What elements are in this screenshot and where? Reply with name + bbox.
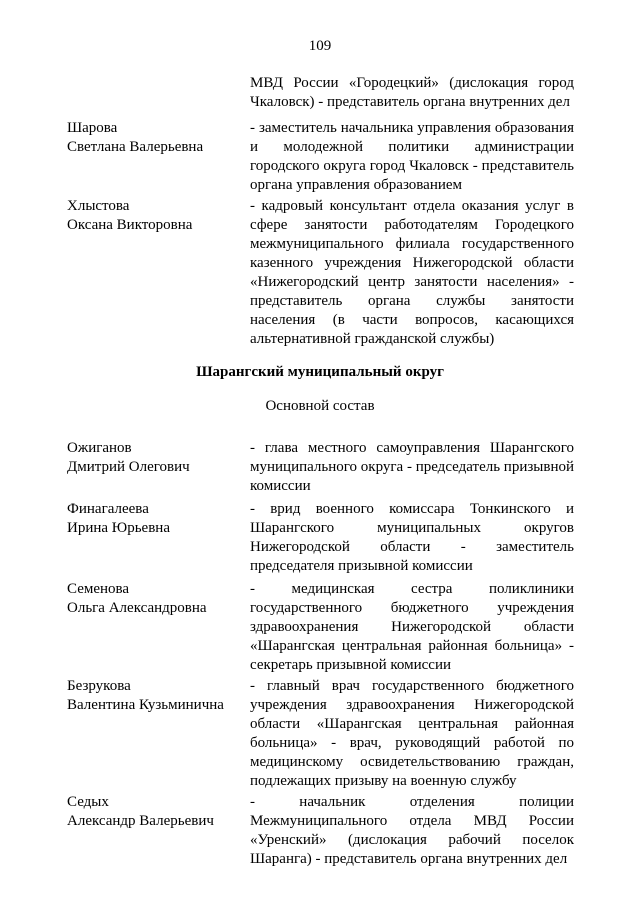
member-given-name: Светлана Валерьевна (67, 139, 204, 155)
member-name (67, 793, 247, 831)
member-given-name: Ольга Александровна (67, 600, 207, 616)
member-given-name: Александр Валерьевич (67, 813, 214, 829)
member-position: - главный врач государственного бюджетного учреждения здравоохранения Нижегородской области «Шарангская центральная районная больница» - врач, руководящий работой по медицинскому освидетельствованию граждан, подлежащих призыву на военную службу (250, 678, 574, 789)
section-title: Шарангский муниципальный округ (196, 364, 444, 380)
member-name (67, 119, 247, 157)
member-given-name: Оксана Викторовна (67, 217, 193, 233)
member-surname: Седых (67, 794, 109, 810)
member-surname: Шарова (67, 120, 118, 136)
member-position: - кадровый консультант отдела оказания услуг в сфере занятости работодателям Городецкого межмуниципального филиала государственного казенного учреждения Нижегородской области «Нижегородский центр занятости населения» - представитель органа службы занятости населения (в части вопросов, касающихся альтернативной гражданской службы) (250, 198, 574, 347)
member-surname: Семенова (67, 581, 130, 597)
member-position: - начальник отделения полиции Межмуниципального отдела МВД России «Уренский» (дислокация рабочий поселок Шаранга) - представитель органа внутренних дел (250, 794, 574, 867)
member-given-name: Валентина Кузьминична (67, 697, 224, 713)
subsection-title: Основной состав (265, 398, 375, 414)
member-position: - медицинская сестра поликлиники государственного бюджетного учреждения здравоохранения Нижегородской области «Шарангская центральная районная больница» - секретарь призывной комиссии (250, 581, 574, 673)
continued-entry-text: МВД России «Городецкий» (дислокация город Чкаловск) - представитель органа внутренних дел (250, 75, 574, 110)
member-position: - глава местного самоуправления Шарангского муниципального округа - председатель призывной комиссии (250, 440, 575, 494)
member-surname: Хлыстова (67, 198, 130, 214)
member-position: - заместитель начальника управления образования и молодежной политики администрации городского округа город Чкаловск - представитель органа управления образованием (250, 120, 574, 193)
member-name (67, 439, 247, 477)
member-given-name: Ирина Юрьевна (67, 520, 170, 536)
member-given-name: Дмитрий Олегович (67, 459, 190, 475)
member-name (67, 677, 247, 715)
page-number: 109 (308, 38, 332, 54)
member-name (67, 580, 247, 618)
member-surname: Безрукова (67, 678, 131, 694)
member-surname: Ожиганов (67, 440, 132, 456)
member-name (67, 197, 247, 235)
member-name (67, 500, 247, 538)
member-position: - врид военного комиссара Тонкинского и Шарангского муниципальных округов Нижегородской области - заместитель председателя призывной комиссии (250, 501, 574, 574)
member-surname: Финагалеева (67, 501, 149, 517)
